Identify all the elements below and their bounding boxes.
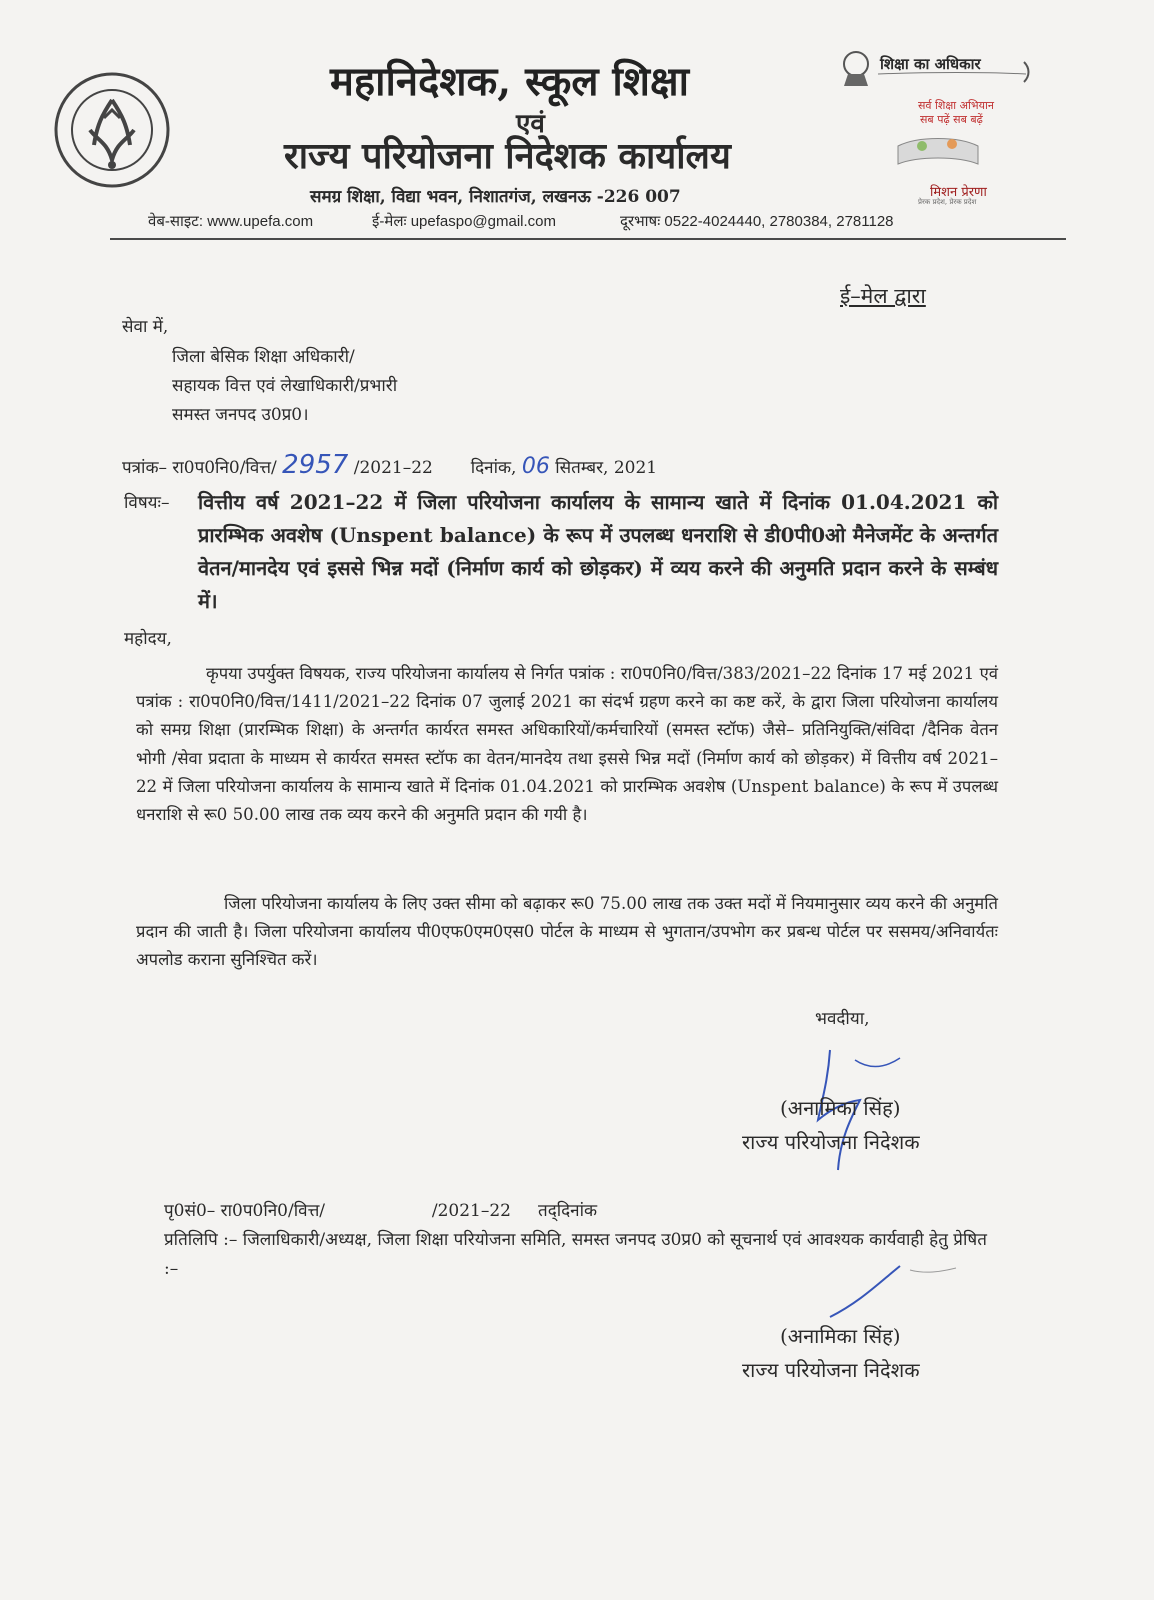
copy-signatory-title: राज्य परियोजना निदेशक (742, 1358, 920, 1382)
copy-reference-line (164, 1198, 597, 1221)
recipient-line-2: सहायक वित्त एवं लेखाधिकारी/प्रभारी (172, 376, 398, 396)
right-logo-mission: मिशन प्रेरणा (930, 185, 987, 200)
phone-label: दूरभाषः (620, 213, 661, 230)
copy-ref-prefix: पृ0सं0– रा0प0नि0/वित्त/ (164, 1201, 326, 1221)
signatory-name: (अनामिका सिंह) (780, 1096, 901, 1120)
header-office: राज्य परियोजना निदेशक कार्यालय (284, 135, 731, 177)
phone-number: 0522-4024440, 2780384, 2781128 (664, 213, 894, 230)
closing: भवदीया, (815, 1009, 870, 1029)
ref-year: /2021–22 (353, 458, 433, 478)
copy-text: प्रतिलिपि :– जिलाधिकारी/अध्यक्ष, जिला शिक्षा परियोजना समिति, समस्त जनपद उ0प्र0 को सूचनार्थ एवं आवश्यक कार्यवाही हेतु प्रेषित :– (164, 1230, 987, 1279)
copy-signatory-name: (अनामिका सिंह) (780, 1324, 901, 1348)
ref-prefix: पत्रांक– रा0प0नि0/वित्त/ (122, 458, 277, 478)
by-email-label: ई–मेल द्वारा (840, 284, 926, 308)
signature-2-icon (820, 1262, 960, 1322)
email-label: ई-मेलः (372, 213, 407, 230)
header-title: महानिदेशक, स्कूल शिक्षा (330, 58, 690, 105)
salutation: सेवा में, (122, 317, 169, 337)
right-logo-rights: शिक्षा का अधिकार (880, 55, 981, 73)
copy-ref-year: /2021–22 (431, 1201, 511, 1221)
website-label: वेब-साइट: (148, 213, 204, 230)
ref-number-handwritten: 2957 (282, 450, 349, 480)
right-logo-ssa: सर्व शिक्षा अभियान (918, 99, 994, 112)
right-logo-tagline: प्रेरक प्रदेश, प्रेरक प्रदेश (918, 198, 977, 206)
ref-date-label: दिनांक, (470, 458, 517, 478)
body-paragraph-2: जिला परियोजना कार्यालय के लिए उक्त सीमा को बढ़ाकर रू0 75.00 लाख तक उक्त मदों में नियमानुसार व्यय करने की अनुमति प्रदान की जाती है। जिला परियोजना कार्यालय पी0एफ0एम0एस0 पोर्टल के माध्यम से भुगतान/उपभोग कर प्रबन्ध पोर्टल पर ससमय/अनिवार्यतः अपलोड कराना सुनिश्चित करें। (136, 894, 998, 970)
website-link[interactable]: www.upefa.com (207, 213, 314, 230)
ref-day-handwritten: 06 (521, 454, 550, 479)
right-logo-motto: सब पढ़ें सब बढ़ें (920, 113, 983, 126)
ref-date-rest: सितम्बर, 2021 (555, 458, 658, 478)
up-government-emblem-icon (52, 70, 172, 190)
recipient-line-3: समस्त जनपद उ0प्र0। (172, 405, 309, 425)
email-line (372, 211, 556, 231)
greeting: महोदय, (124, 629, 172, 649)
reference-line (122, 450, 657, 480)
copy-ref-date: तद्‌दिनांक (538, 1201, 598, 1221)
subject-label: विषयः– (124, 493, 170, 513)
body-paragraph-1: कृपया उपर्युक्त विषयक, राज्य परियोजना कार्यालय से निर्गत पत्रांक : रा0प0नि0/वित्त/383/2021–22 दिनांक 17 मई 2021 एवं पत्रांक : रा0प0नि0/वित्त/1411/2021–22 दिनांक 07 जुलाई 2021 का संदर्भ ग्रहण करने का कष्ट करें, के द्वारा जिला परियोजना कार्यालय को समग्र शिक्षा (प्रारम्भिक शिक्षा) के अन्तर्गत कार्यरत समस्त अधिकारियों/कर्मचारियों (समस्त स्टॉफ) जैसे– प्रतिनियुक्ति/संविदा /दैनिक वेतन भोगी /सेवा प्रदाता के माध्यम से कार्यरत समस्त स्टॉफ का वेतन/मानदेय तथा इससे भिन्न मदों (निर्माण कार्य को छोड़कर) में वित्तीय वर्ष 2021–22 में जिला परियोजना कार्यालय के सामान्य खाते में दिनांक 01.04.2021 को प्रारम्भिक अवशेष (Unspent balance) के रूप में उपलब्ध धनराशि से रू0 50.00 लाख तक व्यय करने की अनुमति प्रदान की गयी है। (136, 664, 998, 825)
subject-text: वित्तीय वर्ष 2021–22 में जिला परियोजना कार्यालय के सामान्य खाते में दिनांक 01.04.2021 को प्रारम्भिक अवशेष (Unspent balance) के रूप में उपलब्ध धनराशि से डी0पी0ओ मैनेजमेंट के अन्तर्गत वेतन/मानदेय एवं इससे भिन्न मदों (निर्माण कार्य को छोड़कर) में व्यय करने की अनुमति प्रदान करने के सम्बंध में। (198, 490, 998, 613)
recipient-line-1: जिला बेसिक शिक्षा अधिकारी/ (172, 347, 355, 367)
header-and: एवं (516, 109, 545, 139)
signatory-title: राज्य परियोजना निदेशक (742, 1130, 920, 1154)
email-link[interactable]: upefaspo@gmail.com (410, 213, 557, 230)
header-address: समग्र शिक्षा, विद्या भवन, निशातगंज, लखनऊ -226 007 (310, 187, 681, 207)
header-divider (110, 238, 1066, 240)
website-line (148, 211, 313, 231)
